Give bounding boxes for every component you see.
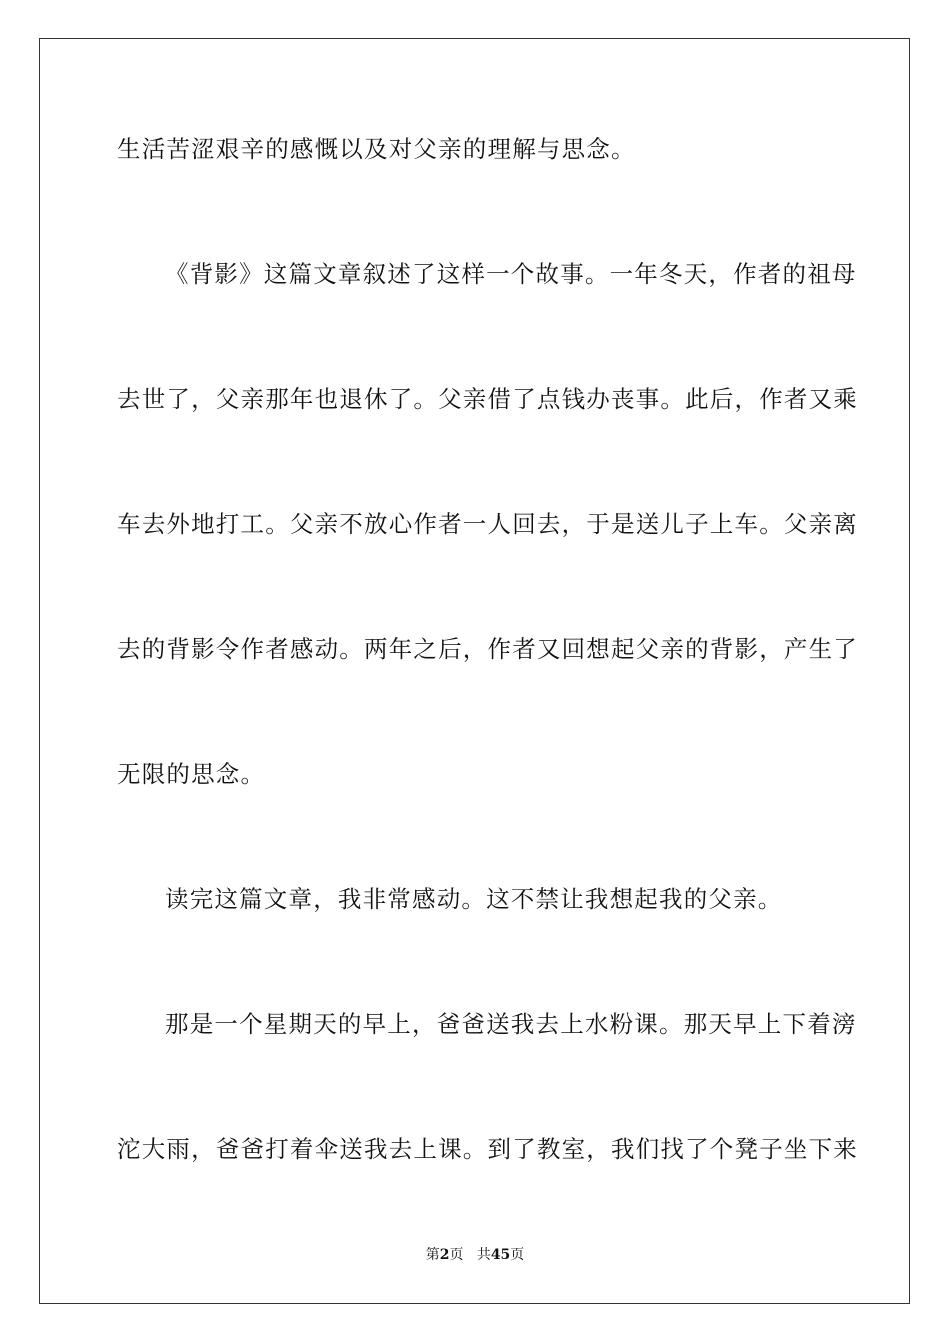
page-footer — [0, 1246, 950, 1264]
paragraph-line-4: 车去外地打工。父亲不放心作者一人回去，于是送儿子上车。父亲离 — [117, 510, 858, 538]
total-suffix: 页 — [510, 1247, 525, 1263]
page-number: 2 — [439, 1247, 450, 1263]
paragraph-line-8: 那是一个星期天的早上，爸爸送我去上水粉课。那天早上下着滂 — [165, 1010, 857, 1038]
total-pages: 45 — [490, 1247, 511, 1263]
paragraph-line-9: 沱大雨，爸爸打着伞送我去上课。到了教室，我们找了个凳子坐下来 — [117, 1135, 858, 1163]
paragraph-line-7: 读完这篇文章，我非常感动。这不禁让我想起我的父亲。 — [165, 885, 783, 913]
paragraph-line-5: 去的背影令作者感动。两年之后，作者又回想起父亲的背影，产生了 — [117, 635, 858, 663]
paragraph-line-6: 无限的思念。 — [117, 760, 266, 788]
page-border — [39, 38, 910, 1304]
footer-separator — [463, 1247, 476, 1263]
page-suffix: 页 — [449, 1247, 464, 1263]
paragraph-line-1: 生活苦涩艰辛的感慨以及对父亲的理解与思念。 — [117, 135, 636, 163]
total-prefix: 共 — [476, 1247, 491, 1263]
paragraph-line-2: 《背影》这篇文章叙述了这样一个故事。一年冬天，作者的祖母 — [165, 260, 857, 288]
page-prefix: 第 — [425, 1247, 440, 1263]
paragraph-line-3: 去世了，父亲那年也退休了。父亲借了点钱办丧事。此后，作者又乘 — [117, 385, 858, 413]
